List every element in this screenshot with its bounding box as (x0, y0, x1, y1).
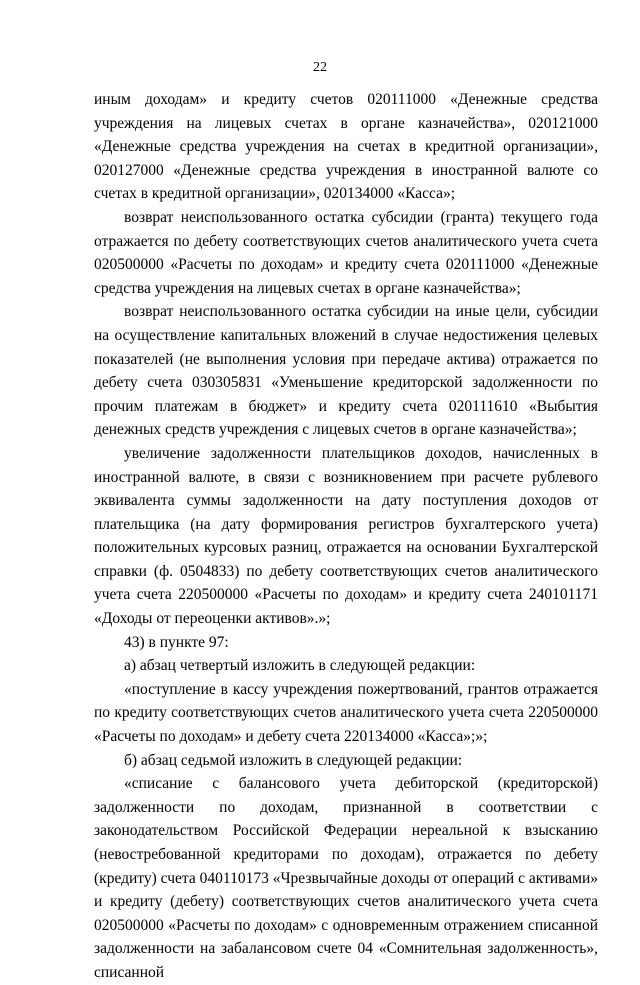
paragraph-subitem-a: а) абзац четвертый изложить в следующей редакции: (124, 657, 476, 675)
paragraph-continuation: иным доходам» и кредиту счетов 020111000 «Денежные средства учреждения на лицевых счетах в органе казначейства», 020121000 «Денежные средства учреждения на счетах в кредитной организации», 020127000 «Денежные средства учреждения в иностранной валюте со счетах в кредитной организации», 020134000 «Касса»; (94, 91, 598, 203)
paragraph-subsidy-other-return: возврат неиспользованного остатка субсидии на иные цели, субсидии на осуществление капитальных вложений в случае недостижения целевых показателей (не выполнения условия при передаче актива) отражается по дебету счета 030305831 «Уменьшение кредиторской задолженности по прочим платежам в бюджет» и кредиту счета 020111610 «Выбытия денежных средств учреждения с лицевых счетов в органе казначейства»; (94, 303, 598, 439)
document-body (94, 88, 598, 985)
paragraph-exchange-differences: увеличение задолженности плательщиков доходов, начисленных в иностранной валюте, в связи с возникновением при расчете рублевого эквивалента суммы задолженности на дату поступления доходов от плательщика (на дату формирования регистров бухгалтерского учета) положительных курсовых разниц, отражается на основании Бухгалтерской справки (ф. 0504833) по дебету соответствующих счетов аналитического учета счета 220500000 «Расчеты по доходам» и кредиту счета 240101171 «Доходы от переоценки активов».»; (94, 444, 598, 628)
page-number: 22 (313, 60, 327, 75)
paragraph-donations: «поступление в кассу учреждения пожертвований, грантов отражается по кредиту соответствующих счетов аналитического учета счета 220500000 «Расчеты по доходам» и дебету счета 220134000 «Касса»;»; (94, 680, 598, 746)
paragraph-subitem-b: б) абзац седьмой изложить в следующей редакции: (124, 751, 463, 769)
paragraph-write-off: «списание с балансового учета дебиторской (кредиторской) задолженности по доходам, признанной в соответствии с законодательством Российской Федерации нереальной к взысканию (невостребованной кредиторами по доходам), отражается по дебету (кредиту) счета 040110173 «Чрезвычайные доходы от операций с активами» и кредиту (дебету) соответствующих счетов аналитического учета счета 020500000 «Расчеты по доходам» с одновременным отражением списанной задолженности на забалансовом счете 04 «Сомнительная задолженность», списанной (94, 775, 598, 981)
paragraph-item-43: 43) в пункте 97: (124, 633, 229, 651)
paragraph-subsidy-grant-return: возврат неиспользованного остатка субсидии (гранта) текущего года отражается по дебету соответствующих счетов аналитического учета счета 020500000 «Расчеты по доходам» и кредиту счета 020111000 «Денежные средства учреждения на лицевых счетах в органе казначейства»; (94, 208, 598, 297)
